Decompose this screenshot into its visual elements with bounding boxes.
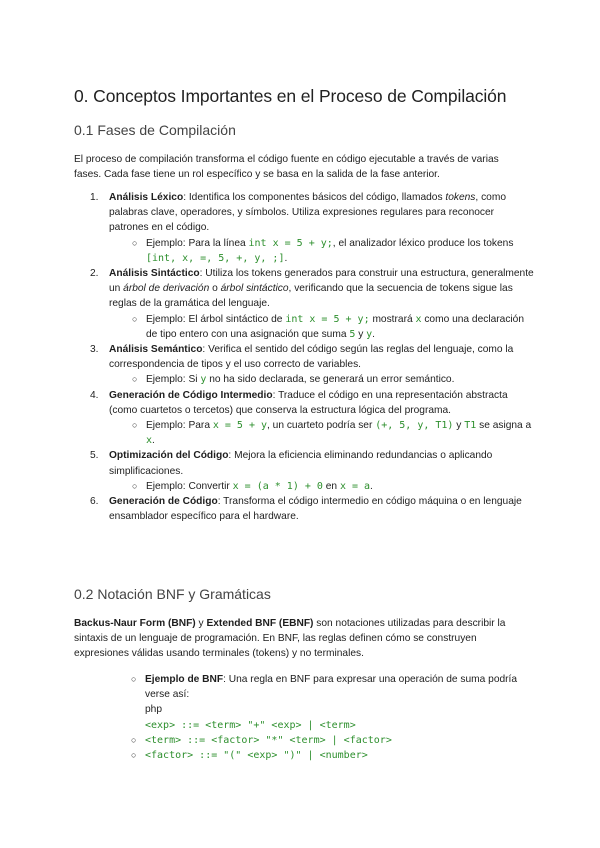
item-term: Ejemplo de BNF: [145, 674, 224, 685]
bullet-circle-icon: ○: [131, 750, 137, 761]
item-term: Análisis Léxico: [109, 192, 184, 203]
inline-code: x = 5 + y: [212, 420, 268, 432]
bnf-rule: <term> ::= <factor> "*" <term> | <factor>: [145, 734, 392, 746]
list-item: 4. Generación de Código Intermedio: Traduce el código en una representación abstracta (como cuartetos o tercetos) que conserva la estructura lógica del programa.: [90, 389, 508, 416]
list-number: 2.: [90, 268, 99, 280]
inline-code: y: [366, 328, 373, 340]
inline-code: y: [200, 374, 207, 386]
item-em: tokens: [445, 192, 476, 203]
bullet-circle-icon: ○: [131, 734, 137, 745]
bullet-circle-icon: ○: [132, 420, 138, 431]
item-desc: : Identifica los componentes básicos del código, llamados: [183, 192, 446, 203]
sub-item: ○ Ejemplo: Si y no ha sido declarada, se generará un error semántico.: [74, 372, 534, 387]
sub-item: ○ Ejemplo de BNF: Una regla en BNF para expresar una operación de suma podría verse así: php <exp> ::= <term> "+" <exp> | <term>: [131, 674, 518, 731]
bnf-example-block: [74, 672, 534, 763]
inline-code: x: [146, 435, 153, 447]
list-item: 5. Optimización del Código: Mejora la eficiencia eliminando redundancias o aplicando simplificaciones.: [90, 450, 493, 477]
code-lang-label: php: [145, 704, 162, 716]
bullet-circle-icon: ○: [132, 237, 138, 248]
item-term: Generación de Código Intermedio: [109, 389, 273, 401]
item-term: Análisis Semántico: [109, 344, 203, 356]
bnf-rule: <exp> ::= <term> "+" <exp> | <term>: [145, 719, 356, 731]
list-item: 2. Análisis Sintáctico: Utiliza los tokens generados para construir una estructura, generalmente un árbol de derivación o árbol sintáctico, verificando que la secuencia de tokens sigue las reglas de la gramática del lenguaje.: [90, 268, 534, 310]
list-item: [74, 190, 534, 236]
item-em: árbol de derivación: [123, 283, 210, 295]
inline-code: x: [415, 313, 422, 325]
item-term: Generación de Código: [109, 496, 218, 508]
list-number: 5.: [90, 450, 99, 462]
bnf-rule: <factor> ::= "(" <exp> ")" | <number>: [145, 750, 368, 762]
phases-list: [74, 190, 534, 524]
list-number: 3.: [90, 344, 99, 356]
bullet-circle-icon: ○: [131, 674, 137, 684]
page-title: 0. Conceptos Importantes en el Proceso de Compilación: [74, 86, 507, 106]
bullet-circle-icon: ○: [132, 480, 138, 491]
inline-code: x = (a * 1) + 0: [232, 480, 323, 492]
item-em: árbol sintáctico: [220, 283, 289, 295]
sub-item: [74, 733, 534, 748]
sub-item: ○ Ejemplo: El árbol sintáctico de int x = 5 + y; mostrará x como una declaración de tipo entero con una asignación que suma 5 y y.: [132, 313, 525, 340]
inline-code: (+, 5, y, T1): [375, 420, 454, 432]
inline-code: x = a: [339, 480, 371, 492]
inline-code: 5: [349, 328, 356, 340]
item-term: Análisis Sintáctico: [109, 268, 200, 280]
section-intro-bnf: Backus-Naur Form (BNF) y Extended BNF (EBNF) son notaciones utilizadas para describir la sintaxis de un lenguaje de programación. En BNF, las reglas definen cómo se construyen expresiones válidas usando terminales (tokens) y no terminales.: [74, 618, 506, 660]
inline-code: int x = 5 + y;: [285, 313, 370, 325]
list-number: 4.: [90, 389, 99, 401]
section-intro-fases: El proceso de compilación transforma el código fuente en código ejecutable a través de varias fases. Cada fase tiene un rol específico y se basa en la salida de la fase anterior.: [74, 154, 499, 181]
sub-item: ○ Ejemplo: Convertir x = (a * 1) + 0 en x = a.: [74, 479, 534, 494]
list-number: 1.: [90, 192, 99, 203]
sub-item: ○ Ejemplo: Para x = 5 + y, un cuarteto podría ser (+, 5, y, T1) y T1 se asigna a x.: [132, 420, 532, 447]
bullet-circle-icon: ○: [132, 374, 138, 385]
list-item: 6. Generación de Código: Transforma el código intermedio en código máquina o en lenguaje ensamblador específico para el hardware.: [90, 496, 522, 523]
inline-code: [int, x, =, 5, +, y, ;]: [146, 252, 285, 264]
inline-code: int x = 5 + y;: [248, 237, 333, 249]
item-term: Optimización del Código: [109, 450, 229, 462]
bullet-circle-icon: ○: [132, 313, 138, 324]
item-desc: , como palabras clave, operadores, y símbolos. Utiliza expresiones regulares para reconocer patrones en el código.: [109, 192, 506, 234]
inline-code: T1: [464, 420, 477, 432]
list-item: 3. Análisis Semántico: Verifica el sentido del código según las reglas del lenguaje, como la correspondencia de tipos y el uso correcto de variables.: [90, 344, 514, 371]
sub-item: ○ Ejemplo: Para la línea int x = 5 + y;, el analizador léxico produce los tokens [int, x, =, 5, +, y, ;].: [132, 237, 514, 264]
list-number: 6.: [90, 496, 99, 508]
sub-item: [74, 748, 534, 763]
section-heading-fases: 0.1 Fases de Compilación: [74, 122, 236, 138]
section-heading-bnf: 0.2 Notación BNF y Gramáticas: [74, 586, 271, 602]
